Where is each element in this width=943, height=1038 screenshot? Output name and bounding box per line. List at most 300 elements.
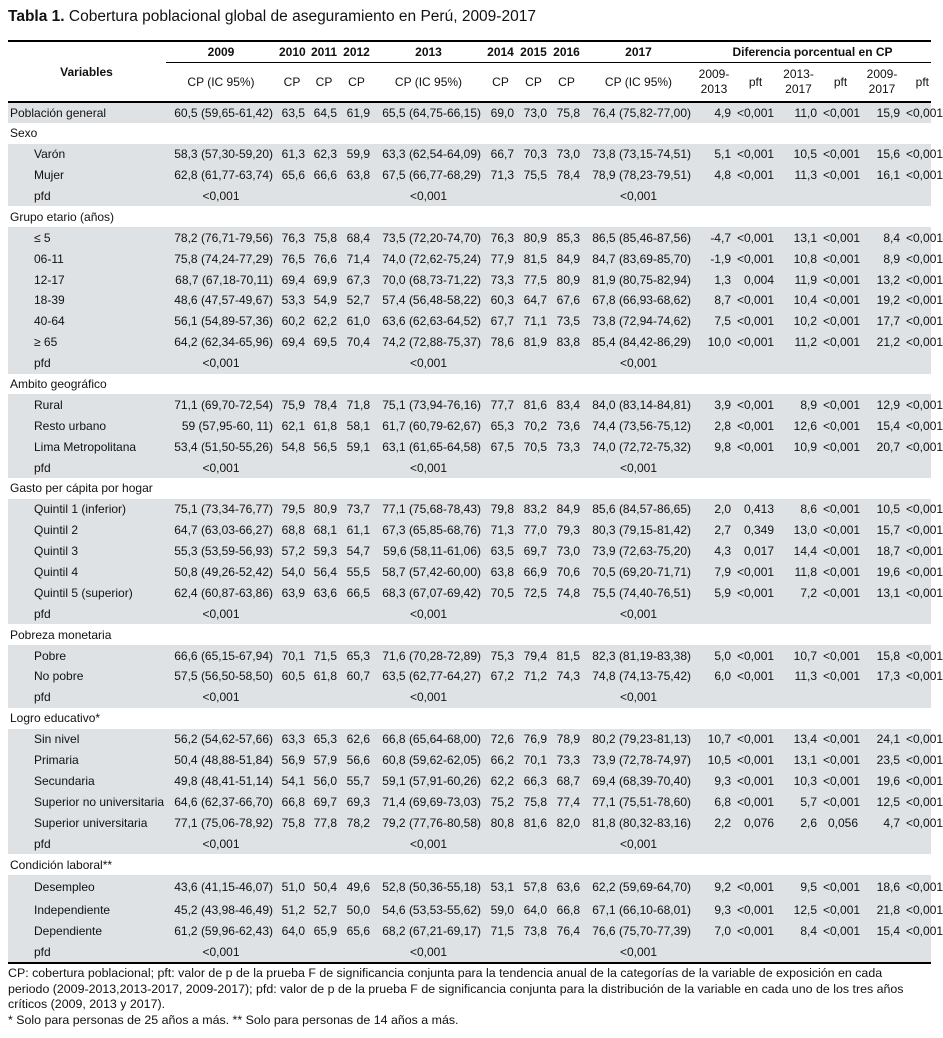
cell-cp: 61,8: [308, 415, 340, 436]
cell-pfd: <0,001: [583, 457, 694, 478]
cell-cp: 60,2: [276, 311, 308, 332]
cell-cp-ic: 62,4 (60,87-63,86): [166, 582, 276, 603]
row-label: Quintil 2: [8, 520, 166, 541]
row-label: Quintil 3: [8, 541, 166, 562]
cell-diff: 15,6: [861, 144, 903, 165]
table-row: [8, 812, 931, 833]
pfd-label: pfd: [8, 353, 166, 374]
header-diff-period-top: 2009-: [866, 67, 898, 81]
group-header-row: [8, 374, 931, 395]
cell-diff: 10,5: [777, 144, 820, 165]
table-row: [8, 415, 931, 436]
row-label: Mujer: [8, 165, 166, 186]
header-diff-period-top: 2009-: [698, 67, 730, 81]
cell-cp-ic: 86,5 (85,46-87,56): [583, 227, 694, 248]
pfd-row: [8, 942, 931, 963]
cell-pft: <0,001: [820, 900, 861, 921]
cell-empty: [861, 186, 903, 207]
cell-pft: <0,001: [734, 791, 777, 812]
cell-diff: 24,1: [861, 729, 903, 750]
header-pft: pft: [833, 74, 848, 89]
table-row: [8, 269, 931, 290]
table-header: [8, 41, 931, 102]
cell-empty: [517, 603, 550, 624]
table-row: [8, 541, 931, 562]
cell-cp-ic: 61,7 (60,79-62,67): [373, 415, 484, 436]
cell-pft: <0,001: [734, 290, 777, 311]
cell-cp: 66,9: [517, 562, 550, 583]
cell-pft: <0,001: [734, 394, 777, 415]
cell-diff: 11,9: [777, 269, 820, 290]
cell-pft: 0,056: [820, 812, 861, 833]
cell-cp-ic: 85,6 (84,57-86,65): [583, 499, 694, 520]
cell-cp: 79,5: [276, 499, 308, 520]
cell-empty: [903, 457, 931, 478]
cell-cp: 75,2: [484, 791, 517, 812]
cell-cp-ic: 77,1 (75,51-78,60): [583, 791, 694, 812]
cell-cp: 76,3: [484, 227, 517, 248]
cell-diff: 10,4: [777, 290, 820, 311]
cell-cp-ic: 73,8 (73,15-74,51): [583, 144, 694, 165]
cell-empty: [820, 186, 861, 207]
cell-empty: [777, 942, 820, 963]
cell-pft: 0,349: [734, 520, 777, 541]
group-header-row: [8, 123, 931, 144]
table-row: [8, 394, 931, 415]
cell-cp-ic: 59,6 (58,11-61,06): [373, 541, 484, 562]
cell-diff: 11,0: [777, 102, 820, 123]
notes-abbreviations: CP: cobertura poblacional; pft: valor de p de la prueba F de significancia conjunta para la tendencia anual de la categorías de la variable de exposición en cada periodo (2009-2013,2013-2017, 2009-2017); pfd: valor de p de la prueba F de significancia conjunta para la distribución de la variable en cada uno de los tres años críticos (2009, 2013 y 2017).: [8, 966, 904, 1011]
table-title-prefix: Tabla 1.: [8, 8, 65, 25]
cell-cp-ic: 75,1 (73,94-76,16): [373, 394, 484, 415]
cell-diff: 9,3: [694, 900, 734, 921]
cell-cp-ic: 78,9 (78,23-79,51): [583, 165, 694, 186]
cell-diff: 13,0: [777, 520, 820, 541]
cell-pft: <0,001: [903, 290, 931, 311]
cell-pfd: <0,001: [373, 186, 484, 207]
cell-empty: [308, 457, 340, 478]
cell-empty: [308, 687, 340, 708]
pfd-row: [8, 457, 931, 478]
cell-pft: <0,001: [820, 729, 861, 750]
cell-pft: <0,001: [820, 227, 861, 248]
cell-cp: 82,0: [550, 812, 583, 833]
cell-cp: 71,3: [484, 520, 517, 541]
header-diff: Diferencia porcentual en CP: [694, 41, 931, 63]
cell-diff: 9,2: [694, 875, 734, 900]
cell-cp: 79,3: [550, 520, 583, 541]
cell-cp-ic: 66,6 (65,15-67,94): [166, 645, 276, 666]
cell-cp: 67,3: [340, 269, 373, 290]
cell-cp: 70,4: [340, 332, 373, 353]
cell-cp: 78,2: [340, 812, 373, 833]
cell-pfd: <0,001: [373, 687, 484, 708]
cell-pft: <0,001: [734, 875, 777, 900]
group-label: Sexo: [10, 126, 38, 141]
pfd-label: pfd: [8, 603, 166, 624]
cell-diff: 21,8: [861, 900, 903, 921]
cell-cp-ic: 58,3 (57,30-59,20): [166, 144, 276, 165]
cell-cp: 77,5: [517, 269, 550, 290]
cell-cp: 74,8: [550, 582, 583, 603]
row-label: 40-64: [8, 311, 166, 332]
header-year: 2011: [308, 41, 340, 63]
cell-cp: 73,5: [550, 311, 583, 332]
cell-cp: 73,3: [550, 436, 583, 457]
header-year: 2014: [484, 41, 517, 63]
cell-empty: [861, 833, 903, 854]
cell-cp: 65,6: [276, 165, 308, 186]
cell-cp: 79,8: [484, 499, 517, 520]
cell-cp: 75,8: [517, 791, 550, 812]
cell-cp: 66,5: [340, 582, 373, 603]
cell-pft: <0,001: [734, 562, 777, 583]
header-cp: CP: [348, 74, 365, 89]
cell-cp-ic: 43,6 (41,15-46,07): [166, 875, 276, 900]
cell-empty: [734, 833, 777, 854]
cell-empty: [734, 687, 777, 708]
cell-pft: <0,001: [820, 520, 861, 541]
cell-empty: [550, 687, 583, 708]
cell-pft: <0,001: [820, 144, 861, 165]
cell-pft: <0,001: [820, 750, 861, 771]
cell-diff: 13,1: [777, 750, 820, 771]
cell-diff: 2,2: [694, 812, 734, 833]
cell-cp: 55,7: [340, 771, 373, 792]
cell-pft: <0,001: [903, 144, 931, 165]
table-row: [8, 144, 931, 165]
table-row: [8, 499, 931, 520]
cell-diff: 18,7: [861, 541, 903, 562]
cell-pft: <0,001: [820, 290, 861, 311]
group-label: Logro educativo*: [10, 711, 101, 726]
header-row-years: [8, 41, 931, 63]
cell-empty: [903, 603, 931, 624]
cell-cp: 71,4: [340, 248, 373, 269]
cell-cp-ic: 59,1 (57,91-60,26): [373, 771, 484, 792]
cell-cp: 73,0: [550, 541, 583, 562]
cell-diff: 12,5: [861, 791, 903, 812]
cell-cp-ic: 62,8 (61,77-63,74): [166, 165, 276, 186]
cell-cp: 73,0: [517, 102, 550, 123]
row-label: Desempleo: [8, 875, 166, 900]
cell-pft: <0,001: [903, 666, 931, 687]
cell-pfd: <0,001: [583, 687, 694, 708]
cell-pft: <0,001: [903, 875, 931, 900]
cell-pft: <0,001: [820, 562, 861, 583]
cell-pft: <0,001: [734, 582, 777, 603]
row-label: Lima Metropolitana: [8, 436, 166, 457]
cell-empty: [340, 186, 373, 207]
pfd-row: [8, 687, 931, 708]
cell-cp-ic: 56,2 (54,62-57,66): [166, 729, 276, 750]
cell-pft: <0,001: [820, 165, 861, 186]
table-row: [8, 290, 931, 311]
cell-cp-ic: 76,4 (75,82-77,00): [583, 102, 694, 123]
cell-cp: 66,8: [550, 900, 583, 921]
header-cp-ic: CP (IC 95%): [394, 74, 463, 89]
cell-cp: 63,8: [484, 562, 517, 583]
cell-cp-ic: 74,0 (72,62-75,24): [373, 248, 484, 269]
cell-cp-ic: 48,6 (47,57-49,67): [166, 290, 276, 311]
cell-empty: [820, 353, 861, 374]
cell-cp: 80,9: [308, 499, 340, 520]
group-header-row: [8, 478, 931, 499]
cell-empty: [340, 353, 373, 374]
table-row: [8, 645, 931, 666]
header-year: 2017: [583, 41, 694, 63]
cell-empty: [340, 942, 373, 963]
group-header-row: [8, 708, 931, 729]
cell-diff: 8,7: [694, 290, 734, 311]
cell-empty: [517, 353, 550, 374]
cell-diff: 15,8: [861, 645, 903, 666]
header-diff-period: [777, 63, 820, 103]
cell-pft: <0,001: [903, 520, 931, 541]
pfd-row: [8, 833, 931, 854]
cell-pft: <0,001: [734, 415, 777, 436]
cell-cp-ic: 67,1 (66,10-68,01): [583, 900, 694, 921]
cell-cp: 69,3: [340, 791, 373, 812]
cell-cp-ic: 45,2 (43,98-46,49): [166, 900, 276, 921]
cell-empty: [777, 603, 820, 624]
table-row: [8, 729, 931, 750]
cell-cp: 80,8: [484, 812, 517, 833]
cell-diff: 4,7: [861, 812, 903, 833]
cell-cp: 56,6: [340, 750, 373, 771]
cell-diff: 15,4: [861, 415, 903, 436]
cell-diff: 1,3: [694, 269, 734, 290]
cell-cp-ic: 54,6 (53,53-55,62): [373, 900, 484, 921]
cell-pft: <0,001: [734, 227, 777, 248]
cell-pft: <0,001: [820, 436, 861, 457]
cell-cp-ic: 62,2 (59,69-64,70): [583, 875, 694, 900]
cell-diff: 18,6: [861, 875, 903, 900]
cell-diff: -1,9: [694, 248, 734, 269]
header-cp: CP: [492, 74, 509, 89]
cell-diff: 4,8: [694, 165, 734, 186]
cell-cp: 75,5: [517, 165, 550, 186]
header-year: 2010: [276, 41, 308, 63]
cell-cp-ic: 59 (57,95-60, 11): [166, 415, 276, 436]
cell-pfd: <0,001: [166, 603, 276, 624]
cell-cp: 69,7: [308, 791, 340, 812]
cell-cp: 73,8: [517, 921, 550, 942]
cell-pft: <0,001: [734, 165, 777, 186]
pfd-row: [8, 186, 931, 207]
cell-cp-ic: 63,5 (62,77-64,27): [373, 666, 484, 687]
cell-diff: 7,0: [694, 921, 734, 942]
cell-cp: 66,6: [308, 165, 340, 186]
cell-cp-ic: 73,5 (72,20-74,70): [373, 227, 484, 248]
cell-cp-ic: 57,4 (56,48-58,22): [373, 290, 484, 311]
cell-cp: 62,6: [340, 729, 373, 750]
table-row: [8, 750, 931, 771]
cell-diff: 5,0: [694, 645, 734, 666]
table-row: [8, 791, 931, 812]
cell-empty: [777, 186, 820, 207]
cell-diff: 11,2: [777, 332, 820, 353]
cell-cp: 64,0: [276, 921, 308, 942]
cell-diff: 15,7: [861, 520, 903, 541]
cell-empty: [484, 603, 517, 624]
cell-cp: 54,0: [276, 562, 308, 583]
cell-cp-ic: 57,5 (56,50-58,50): [166, 666, 276, 687]
cell-cp-ic: 73,9 (72,63-75,20): [583, 541, 694, 562]
cell-diff: 8,6: [777, 499, 820, 520]
table-row: [8, 102, 931, 123]
cell-cp: 54,7: [340, 541, 373, 562]
header-pft: pft: [748, 74, 763, 89]
cell-diff: 6,8: [694, 791, 734, 812]
cell-empty: [550, 942, 583, 963]
cell-pft: <0,001: [903, 729, 931, 750]
cell-cp: 56,0: [308, 771, 340, 792]
cell-cp: 83,2: [517, 499, 550, 520]
table-row: [8, 875, 931, 900]
cell-diff: 13,2: [861, 269, 903, 290]
cell-pft: <0,001: [903, 791, 931, 812]
coverage-table: [8, 40, 943, 964]
cell-diff: 10,3: [777, 771, 820, 792]
cell-cp-ic: 77,1 (75,68-78,43): [373, 499, 484, 520]
cell-diff: 10,0: [694, 332, 734, 353]
cell-cp-ic: 65,5 (64,75-66,15): [373, 102, 484, 123]
cell-diff: 19,2: [861, 290, 903, 311]
cell-cp: 66,7: [484, 144, 517, 165]
cell-pft: <0,001: [734, 645, 777, 666]
cell-pfd: <0,001: [166, 833, 276, 854]
cell-cp: 76,6: [308, 248, 340, 269]
header-diff-period-bottom: 2013: [700, 82, 728, 96]
cell-cp-ic: 84,0 (83,14-84,81): [583, 394, 694, 415]
cell-cp: 73,6: [550, 415, 583, 436]
table-row: [8, 311, 931, 332]
pfd-label: pfd: [8, 457, 166, 478]
cell-pft: <0,001: [903, 812, 931, 833]
row-label: Sin nivel: [8, 729, 166, 750]
cell-empty: [861, 603, 903, 624]
cell-cp: 67,2: [484, 666, 517, 687]
cell-empty: [777, 833, 820, 854]
cell-empty: [903, 186, 931, 207]
cell-empty: [276, 603, 308, 624]
cell-cp: 68,8: [276, 520, 308, 541]
cell-cp: 83,4: [550, 394, 583, 415]
cell-cp: 51,0: [276, 875, 308, 900]
cell-diff: 23,5: [861, 750, 903, 771]
table-row: [8, 436, 931, 457]
cell-empty: [694, 457, 734, 478]
cell-cp: 76,9: [517, 729, 550, 750]
cell-diff: 19,6: [861, 771, 903, 792]
cell-pft: <0,001: [820, 541, 861, 562]
cell-cp: 61,3: [276, 144, 308, 165]
cell-empty: [276, 942, 308, 963]
cell-cp: 79,4: [517, 645, 550, 666]
cell-cp: 61,8: [308, 666, 340, 687]
header-year: 2012: [340, 41, 373, 63]
group-header-row: [8, 624, 931, 645]
cell-diff: 8,9: [861, 248, 903, 269]
cell-diff: 2,6: [777, 812, 820, 833]
cell-pft: <0,001: [903, 165, 931, 186]
cell-pfd: <0,001: [583, 353, 694, 374]
header-pft: pft: [915, 74, 930, 89]
cell-cp-ic: 67,5 (66,77-68,29): [373, 165, 484, 186]
cell-empty: [340, 687, 373, 708]
cell-cp-ic: 60,8 (59,62-62,05): [373, 750, 484, 771]
header-cp: CP: [558, 74, 575, 89]
cell-cp-ic: 73,8 (72,94-74,62): [583, 311, 694, 332]
cell-cp-ic: 75,8 (74,24-77,29): [166, 248, 276, 269]
row-label: Dependiente: [8, 921, 166, 942]
table-row: [8, 771, 931, 792]
cell-pft: <0,001: [820, 921, 861, 942]
cell-empty: [734, 186, 777, 207]
table-notes: [8, 966, 921, 1028]
row-label: Quintil 4: [8, 562, 166, 583]
cell-cp-ic: 75,5 (74,40-76,51): [583, 582, 694, 603]
cell-empty: [484, 353, 517, 374]
cell-pfd: <0,001: [583, 942, 694, 963]
cell-empty: [308, 353, 340, 374]
cell-pft: <0,001: [903, 771, 931, 792]
cell-cp: 62,1: [276, 415, 308, 436]
cell-cp: 68,4: [340, 227, 373, 248]
cell-cp-ic: 64,2 (62,34-65,96): [166, 332, 276, 353]
row-label: Independiente: [8, 900, 166, 921]
cell-empty: [484, 687, 517, 708]
cell-empty: [308, 186, 340, 207]
cell-cp-ic: 85,4 (84,42-86,29): [583, 332, 694, 353]
cell-cp: 59,0: [484, 900, 517, 921]
cell-pft: <0,001: [820, 248, 861, 269]
cell-cp: 81,6: [517, 812, 550, 833]
cell-cp: 76,4: [550, 921, 583, 942]
cell-cp: 69,4: [276, 269, 308, 290]
cell-pfd: <0,001: [373, 942, 484, 963]
cell-diff: 2,8: [694, 415, 734, 436]
cell-empty: [820, 833, 861, 854]
cell-diff: 9,8: [694, 436, 734, 457]
cell-pft: <0,001: [903, 227, 931, 248]
cell-cp-ic: 53,4 (51,50-55,26): [166, 436, 276, 457]
cell-cp: 60,7: [340, 666, 373, 687]
cell-cp: 67,6: [550, 290, 583, 311]
cell-diff: 12,5: [777, 900, 820, 921]
cell-empty: [903, 833, 931, 854]
cell-pft: <0,001: [734, 771, 777, 792]
cell-cp-ic: 61,2 (59,96-62,43): [166, 921, 276, 942]
cell-cp-ic: 66,8 (65,64-68,00): [373, 729, 484, 750]
cell-cp-ic: 63,3 (62,54-64,09): [373, 144, 484, 165]
cell-cp: 50,0: [340, 900, 373, 921]
cell-pfd: <0,001: [373, 833, 484, 854]
cell-cp: 64,0: [517, 900, 550, 921]
cell-empty: [734, 457, 777, 478]
cell-cp-ic: 77,1 (75,06-78,92): [166, 812, 276, 833]
cell-pft: <0,001: [820, 771, 861, 792]
cell-pfd: <0,001: [583, 833, 694, 854]
cell-pft: <0,001: [734, 750, 777, 771]
group-label: Grupo etario (años): [10, 209, 115, 224]
cell-cp: 61,9: [340, 102, 373, 123]
table-row: [8, 562, 931, 583]
cell-cp: 53,1: [484, 875, 517, 900]
cell-cp: 68,1: [308, 520, 340, 541]
cell-cp: 70,5: [517, 436, 550, 457]
